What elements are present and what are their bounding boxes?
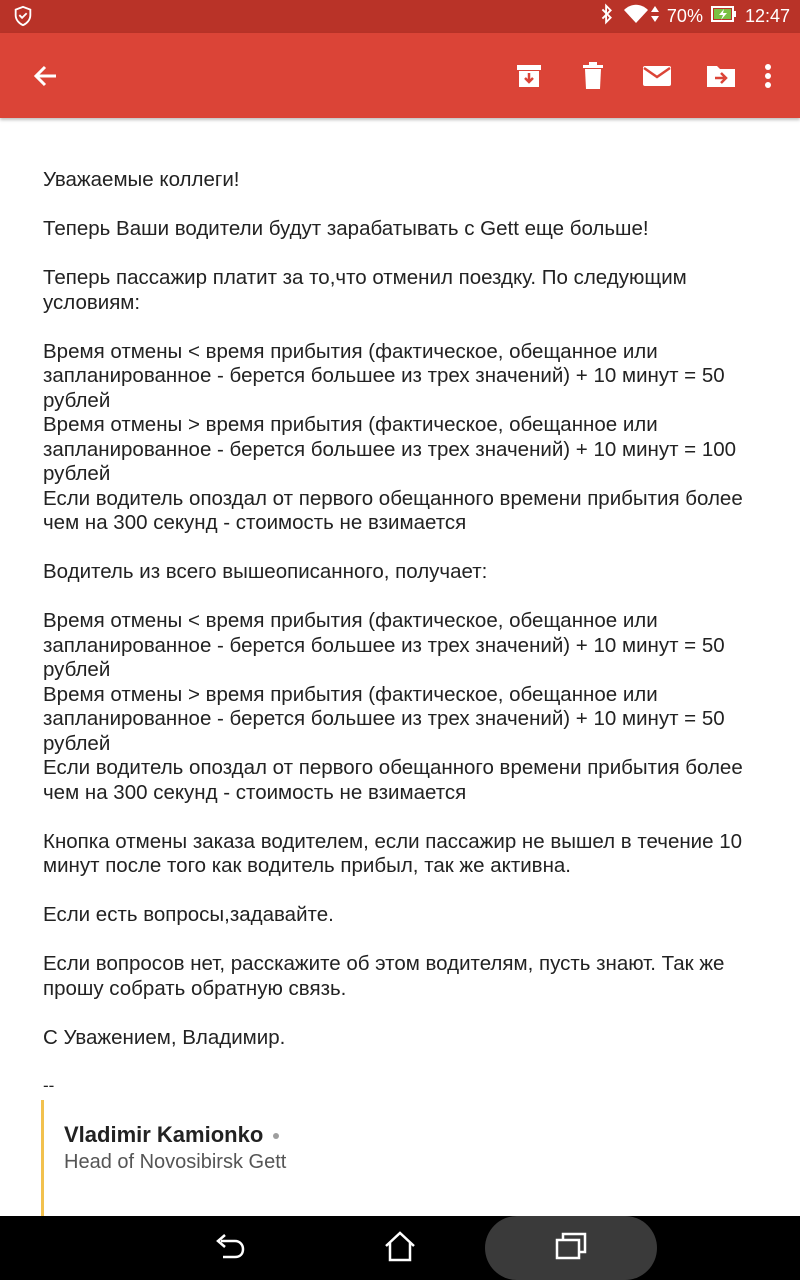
cancel-button-note: Кнопка отмены заказа водителем, если пассажир не вышел в течение 10 минут после того как водитель прибыл, так же активна. — [43, 829, 743, 877]
signature-name-row — [64, 1122, 279, 1148]
passenger-rules — [43, 340, 763, 536]
signature-separator: -- — [43, 1076, 55, 1095]
nav-home-icon — [383, 1230, 417, 1267]
navigation-bar — [0, 1216, 800, 1280]
intro-paragraph: Теперь Ваши водители будут зарабатывать с Gett еще больше! — [43, 217, 649, 240]
signature-block — [41, 1100, 544, 1218]
signature-name: Vladimir Kamionko — [64, 1122, 264, 1147]
delete-icon[interactable] — [576, 59, 610, 93]
back-arrow-icon[interactable] — [30, 60, 62, 92]
wifi-icon — [623, 4, 649, 29]
move-to-folder-icon[interactable] — [704, 59, 738, 93]
mark-unread-icon[interactable] — [640, 59, 674, 93]
nav-home-button[interactable] — [365, 1216, 435, 1280]
closing: С Уважением, Владимир. — [43, 1025, 286, 1049]
nav-recent-icon — [554, 1231, 588, 1266]
passenger-rule: Время отмены < время прибытия (фактическое, обещанное или запланированное - берется большее из трех значений) + 10 минут = 50 рублей — [43, 339, 725, 412]
email-body — [43, 168, 763, 1075]
greeting: Уважаемые коллеги! — [43, 168, 240, 191]
clock: 12:47 — [744, 6, 790, 26]
driver-rules — [43, 609, 763, 805]
dot-icon — [273, 1133, 279, 1139]
driver-intro: Водитель из всего вышеописанного, получает: — [43, 560, 488, 583]
app-bar — [0, 33, 800, 118]
signature-title: Head of Novosibirsk Gett — [64, 1151, 287, 1173]
battery-charging-icon — [711, 5, 737, 28]
bluetooth-icon — [599, 3, 615, 30]
driver-rule: Время отмены < время прибытия (фактическое, обещанное или запланированное - берется большее из трех значений) + 10 минут = 50 рублей — [43, 609, 725, 681]
nav-back-icon — [213, 1231, 247, 1266]
nav-recent-button[interactable] — [535, 1216, 607, 1280]
archive-icon[interactable] — [512, 59, 546, 93]
status-bar — [0, 0, 800, 33]
driver-rule: Время отмены > время прибытия (фактическое, обещанное или запланированное - берется большее из трех значений) + 10 минут = 50 рублей — [43, 682, 725, 755]
questions-paragraph: Если есть вопросы,задавайте. — [43, 903, 334, 926]
shield-icon — [12, 5, 34, 32]
nav-back-button[interactable] — [195, 1216, 265, 1280]
no-questions-paragraph: Если вопросов нет, расскажите об этом водителям, пусть знают. Так же прошу собрать обратную связь. — [43, 952, 725, 1000]
passenger-rule: Время отмены > время прибытия (фактическое, обещанное или запланированное - берется большее из трех значений) + 10 минут = 100 рублей — [43, 413, 737, 485]
battery-percent: 70% — [666, 6, 703, 26]
passenger-rule: Если водитель опоздал от первого обещанного времени прибытия более чем на 300 секунд - стоимость не взимается — [43, 486, 743, 534]
more-options-icon[interactable] — [760, 59, 776, 93]
data-arrows-icon — [651, 6, 659, 27]
conditions-intro: Теперь пассажир платит за то,что отменил поездку. По следующим условиям: — [43, 266, 687, 314]
driver-rule: Если водитель опоздал от первого обещанного времени прибытия более чем на 300 секунд - стоимость не взимается — [43, 756, 743, 804]
